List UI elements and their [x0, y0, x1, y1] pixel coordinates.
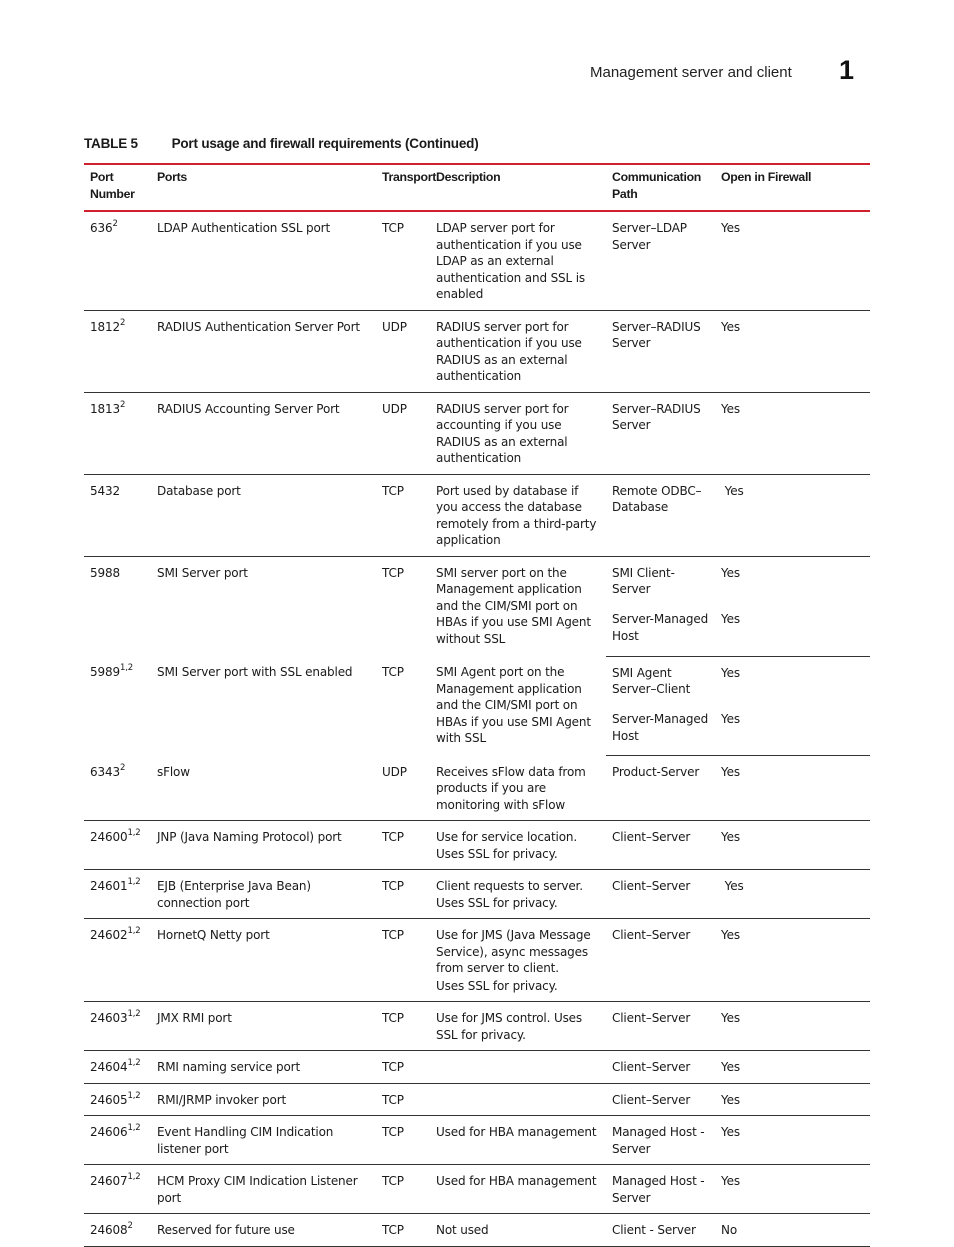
footnote-ref: 2 — [119, 317, 126, 328]
footnote-ref: 2 — [119, 399, 126, 410]
open-in-firewall-cell — [715, 1083, 870, 1116]
open-in-firewall: Yes — [721, 1060, 740, 1074]
port-number: 1813 — [90, 401, 120, 416]
port-number-cell — [84, 474, 151, 556]
table-row — [84, 756, 870, 821]
communication-path-cell — [606, 1214, 715, 1247]
open-in-firewall-cell — [715, 1051, 870, 1084]
communication-path-cell — [606, 611, 715, 656]
description-cell — [430, 1214, 606, 1247]
port-number-cell — [84, 1002, 151, 1051]
port-number: 5989 — [90, 665, 120, 679]
port-number-cell — [84, 310, 151, 392]
footnote-ref: 1,2 — [127, 1123, 141, 1133]
transport-cell — [376, 1083, 430, 1116]
communication-path: SMI Agent Server–Client — [612, 665, 691, 696]
transport-cell — [376, 1116, 430, 1165]
ports-cell — [151, 474, 376, 556]
communication-path: Managed Host - Server — [612, 1174, 705, 1205]
table-row — [84, 556, 870, 611]
open-in-firewall-cell — [715, 756, 870, 821]
open-in-firewall: Yes — [721, 879, 744, 893]
transport: TCP — [382, 665, 404, 679]
port-name: SMI Server port with SSL enabled — [157, 665, 353, 679]
port-number-cell — [84, 656, 151, 756]
open-in-firewall-cell — [715, 1116, 870, 1165]
port-name: sFlow — [157, 764, 190, 779]
transport-cell — [376, 1165, 430, 1214]
footnote-ref: 1,2 — [127, 1172, 141, 1182]
transport: TCP — [382, 1092, 404, 1107]
open-in-firewall: Yes — [721, 665, 740, 680]
port-name: JMX RMI port — [157, 1011, 232, 1025]
transport: TCP — [382, 928, 404, 942]
port-name: RADIUS Authentication Server Port — [157, 319, 360, 334]
description-cell — [430, 1002, 606, 1051]
port-number-cell — [84, 1214, 151, 1247]
transport-cell — [376, 474, 430, 556]
port-usage-table — [84, 163, 870, 1247]
description: Not used — [436, 1223, 489, 1237]
description-cell — [430, 1051, 606, 1084]
description-cell — [430, 1165, 606, 1214]
open-in-firewall-cell — [715, 919, 870, 1002]
transport: TCP — [382, 830, 404, 844]
description: Used for HBA management — [436, 1125, 597, 1139]
description-cell — [430, 310, 606, 392]
port-number: 24602 — [90, 928, 128, 942]
table-header-row — [84, 164, 870, 211]
description-cell — [430, 919, 606, 1002]
port-name: RMI/JRMP invoker port — [157, 1092, 287, 1107]
transport-cell — [376, 656, 430, 756]
port-name: RMI naming service port — [157, 1060, 301, 1074]
transport-cell — [376, 821, 430, 870]
column-header: Communication Path — [606, 164, 715, 211]
port-number: 5988 — [90, 565, 120, 580]
table-row — [84, 1214, 870, 1247]
transport-cell — [376, 919, 430, 1002]
transport-cell — [376, 870, 430, 919]
port-number: 636 — [90, 221, 113, 235]
open-in-firewall-cell — [715, 556, 870, 611]
open-in-firewall-cell — [715, 310, 870, 392]
open-in-firewall: Yes — [721, 830, 740, 844]
description-cell — [430, 1116, 606, 1165]
port-number-cell — [84, 556, 151, 656]
ports-cell — [151, 211, 376, 310]
port-number-cell — [84, 821, 151, 870]
open-in-firewall: Yes — [721, 319, 740, 334]
communication-path-cell — [606, 392, 715, 474]
communication-path-cell — [606, 310, 715, 392]
transport-cell — [376, 756, 430, 821]
description-cell — [430, 870, 606, 919]
communication-path: Client–Server — [612, 1011, 691, 1025]
table-row — [84, 310, 870, 392]
open-in-firewall-cell — [715, 1002, 870, 1051]
port-name: EJB (Enterprise Java Bean) connection port — [157, 879, 311, 910]
footnote-ref: 2 — [127, 1221, 133, 1231]
open-in-firewall: Yes — [721, 1011, 740, 1025]
description: LDAP server port for authentication if you use LDAP as an external authentication and SSL is enabled — [436, 221, 586, 301]
communication-path: Client–Server — [612, 1060, 691, 1074]
port-name: Event Handling CIM Indication listener port — [157, 1125, 334, 1156]
description-cell — [430, 1083, 606, 1116]
open-in-firewall-cell — [715, 656, 870, 711]
port-number-cell — [84, 919, 151, 1002]
footnote-ref: 1,2 — [119, 663, 134, 673]
port-name: JNP (Java Naming Protocol) port — [157, 830, 342, 844]
open-in-firewall: Yes — [721, 401, 740, 416]
communication-path-cell — [606, 1083, 715, 1116]
footnote-ref: 1,2 — [127, 1009, 141, 1019]
open-in-firewall-cell — [715, 611, 870, 656]
communication-path: Server–LDAP Server — [612, 221, 687, 252]
port-number: 6343 — [90, 764, 120, 779]
ports-cell — [151, 1002, 376, 1051]
footnote-ref: 1,2 — [127, 828, 141, 838]
table-row — [84, 1083, 870, 1116]
open-in-firewall: Yes — [721, 1092, 740, 1107]
description: Port used by database if you access the database remotely from a third-party application — [436, 483, 597, 547]
port-number-cell — [84, 392, 151, 474]
open-in-firewall: Yes — [721, 928, 740, 942]
description: SMI server port on the Management application and the CIM/SMI port on HBAs if you use SMI Agent without SSL — [436, 565, 591, 646]
transport: TCP — [382, 221, 404, 235]
open-in-firewall-cell — [715, 1165, 870, 1214]
transport: TCP — [382, 1125, 404, 1139]
port-name: SMI Server port — [157, 565, 248, 580]
port-number: 24605 — [90, 1092, 128, 1107]
communication-path-cell — [606, 870, 715, 919]
table-row — [84, 1051, 870, 1084]
table-row — [84, 392, 870, 474]
footnote-ref: 1,2 — [127, 1058, 141, 1068]
description-cell — [430, 821, 606, 870]
transport-cell — [376, 310, 430, 392]
footnote-ref: 1,2 — [127, 877, 141, 887]
port-number: 24607 — [90, 1174, 128, 1188]
communication-path-cell — [606, 656, 715, 711]
port-name: HornetQ Netty port — [157, 928, 270, 942]
table-caption-label: TABLE 5 — [84, 136, 138, 151]
open-in-firewall-cell — [715, 211, 870, 310]
ports-cell — [151, 821, 376, 870]
transport-cell — [376, 1051, 430, 1084]
column-header: Description — [430, 164, 606, 211]
description-extra: Uses SSL for privacy. — [436, 978, 558, 993]
port-number-cell — [84, 211, 151, 310]
communication-path-cell — [606, 1165, 715, 1214]
communication-path-cell — [606, 711, 715, 755]
chapter-number: 1 — [839, 55, 855, 85]
transport-cell — [376, 556, 430, 656]
communication-path-cell — [606, 1116, 715, 1165]
description-cell — [430, 474, 606, 556]
transport: TCP — [382, 483, 404, 498]
communication-path: Server-Managed Host — [612, 612, 709, 643]
transport-cell — [376, 211, 430, 310]
transport: UDP — [382, 401, 407, 416]
transport: TCP — [382, 1011, 404, 1025]
column-header: Transport — [376, 164, 430, 211]
description-cell — [430, 392, 606, 474]
description: Use for JMS (Java Message Service), async messages from server to client. — [436, 928, 591, 975]
communication-path-cell — [606, 1002, 715, 1051]
table-row — [84, 870, 870, 919]
running-header-title: Management server and client — [590, 64, 792, 81]
description: Used for HBA management — [436, 1174, 597, 1188]
ports-cell — [151, 656, 376, 756]
open-in-firewall: Yes — [721, 712, 740, 727]
open-in-firewall-cell — [715, 870, 870, 919]
description-cell — [430, 756, 606, 821]
transport: TCP — [382, 1174, 404, 1188]
open-in-firewall-cell — [715, 711, 870, 755]
table-row — [84, 1002, 870, 1051]
transport: TCP — [382, 1223, 404, 1237]
open-in-firewall-cell — [715, 392, 870, 474]
table-body — [84, 211, 870, 1246]
communication-path: Managed Host - Server — [612, 1125, 705, 1156]
port-number: 24603 — [90, 1011, 128, 1025]
transport-cell — [376, 1214, 430, 1247]
open-in-firewall: Yes — [721, 221, 740, 235]
description-cell — [430, 556, 606, 656]
description: Use for JMS control. Uses SSL for privacy. — [436, 1011, 583, 1042]
footnote-ref: 1,2 — [127, 1090, 141, 1101]
open-in-firewall-cell — [715, 821, 870, 870]
column-header: Port Number — [84, 164, 151, 211]
port-name: Database port — [157, 483, 241, 498]
table-row — [84, 656, 870, 711]
table-row — [84, 1165, 870, 1214]
open-in-firewall: Yes — [721, 765, 740, 779]
communication-path: Server–RADIUS Server — [612, 401, 701, 432]
description: SMI Agent port on the Management application and the CIM/SMI port on HBAs if you use SMI Agent with SSL — [436, 665, 591, 745]
ports-cell — [151, 310, 376, 392]
port-number-cell — [84, 1165, 151, 1214]
description: Use for service location. Uses SSL for privacy. — [436, 830, 578, 861]
ports-cell — [151, 870, 376, 919]
communication-path: Server–RADIUS Server — [612, 319, 701, 350]
transport: TCP — [382, 1060, 404, 1074]
footnote-ref: 2 — [119, 762, 126, 773]
port-number: 24606 — [90, 1125, 128, 1139]
transport-cell — [376, 1002, 430, 1051]
communication-path-cell — [606, 919, 715, 1002]
communication-path: Client–Server — [612, 830, 691, 844]
port-name: Reserved for future use — [157, 1223, 295, 1237]
transport-cell — [376, 392, 430, 474]
communication-path: Client–Server — [612, 1092, 691, 1107]
footnote-ref: 2 — [112, 219, 118, 229]
column-header: Open in Firewall — [715, 164, 870, 211]
port-number: 24601 — [90, 879, 128, 893]
ports-cell — [151, 1116, 376, 1165]
communication-path: SMI Client- Server — [612, 565, 675, 596]
port-number: 24608 — [90, 1223, 128, 1237]
communication-path: Server-Managed Host — [612, 712, 709, 743]
transport: TCP — [382, 565, 404, 580]
communication-path-cell — [606, 211, 715, 310]
table-row — [84, 821, 870, 870]
ports-cell — [151, 919, 376, 1002]
communication-path-cell — [606, 1051, 715, 1084]
open-in-firewall: Yes — [721, 483, 744, 498]
ports-cell — [151, 556, 376, 656]
communication-path-cell — [606, 756, 715, 821]
transport: TCP — [382, 879, 404, 893]
description: RADIUS server port for accounting if you use RADIUS as an external authentication — [436, 401, 569, 465]
table-row — [84, 211, 870, 310]
communication-path: Remote ODBC–Database — [612, 483, 702, 514]
transport: UDP — [382, 764, 407, 779]
port-number-cell — [84, 1083, 151, 1116]
open-in-firewall: Yes — [721, 1125, 740, 1139]
ports-cell — [151, 392, 376, 474]
communication-path-cell — [606, 821, 715, 870]
description: RADIUS server port for authentication if you use RADIUS as an external authentication — [436, 319, 582, 383]
ports-cell — [151, 1165, 376, 1214]
port-number-cell — [84, 756, 151, 821]
communication-path: Client - Server — [612, 1223, 696, 1237]
port-number: 1812 — [90, 319, 120, 334]
table-row — [84, 1116, 870, 1165]
communication-path: Client–Server — [612, 879, 691, 893]
description: Receives sFlow data from products if you are monitoring with sFlow — [436, 764, 586, 812]
port-number: 24604 — [90, 1060, 128, 1074]
table-caption — [84, 136, 479, 151]
description-cell — [430, 656, 606, 756]
open-in-firewall-cell — [715, 1214, 870, 1247]
open-in-firewall: Yes — [721, 612, 740, 627]
ports-cell — [151, 1083, 376, 1116]
open-in-firewall: No — [721, 1223, 738, 1237]
port-number: 24600 — [90, 830, 128, 844]
communication-path-cell — [606, 556, 715, 611]
port-number-cell — [84, 870, 151, 919]
column-header: Ports — [151, 164, 376, 211]
communication-path-cell — [606, 474, 715, 556]
port-number: 5432 — [90, 483, 120, 498]
open-in-firewall: Yes — [721, 565, 740, 580]
transport: UDP — [382, 319, 407, 334]
table-row — [84, 919, 870, 1002]
open-in-firewall: Yes — [721, 1174, 740, 1188]
ports-cell — [151, 1051, 376, 1084]
table-caption-title: Port usage and firewall requirements (Continued) — [171, 136, 479, 151]
ports-cell — [151, 756, 376, 821]
port-number-cell — [84, 1116, 151, 1165]
table-row — [84, 474, 870, 556]
description-cell — [430, 211, 606, 310]
communication-path: Product-Server — [612, 765, 700, 779]
communication-path: Client–Server — [612, 928, 691, 942]
open-in-firewall-cell — [715, 474, 870, 556]
ports-cell — [151, 1214, 376, 1247]
description: Client requests to server. Uses SSL for privacy. — [436, 879, 583, 910]
port-name: RADIUS Accounting Server Port — [157, 401, 340, 416]
footnote-ref: 1,2 — [127, 926, 141, 936]
port-number-cell — [84, 1051, 151, 1084]
port-name: HCM Proxy CIM Indication Listener port — [157, 1174, 358, 1205]
port-name: LDAP Authentication SSL port — [157, 221, 331, 235]
